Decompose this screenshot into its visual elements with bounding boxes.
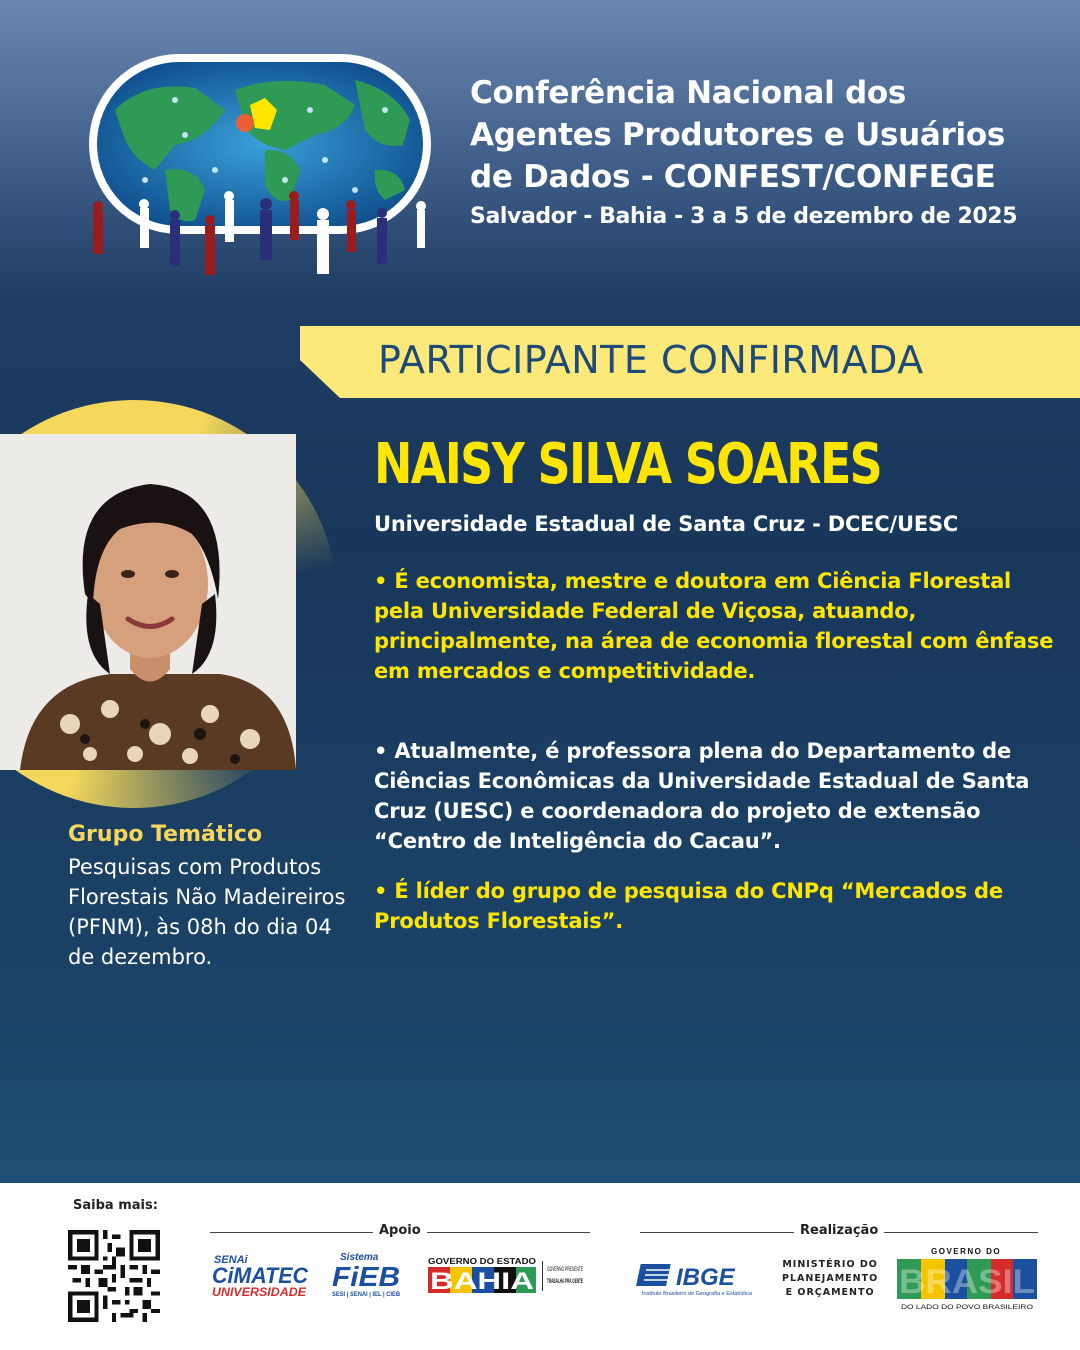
fieb-text: FiEB [332,1261,400,1292]
saiba-mais-label: Saiba mais: [73,1198,158,1213]
portrait-illustration [0,434,296,770]
qr-code-icon[interactable] [68,1230,160,1322]
fieb-sub-text: SESI | SENAI | IEL | CIEB [332,1292,401,1298]
bio-paragraph-1: • É economista, mestre e doutora em Ciência Florestal pela Universidade Federal de Viçosa, atuando, principalmente, na área de economia florestal com ênfase em mercados e competitividade. [374,569,1054,683]
sistema-text: Sistema [340,1252,379,1263]
governo-brasil-logo[interactable] [895,1245,1040,1313]
universidade-text: UNIVERSIDADE [212,1287,307,1299]
gov-estado-text: GOVERNO DO ESTADO [428,1257,536,1266]
conference-location-date: Salvador - Bahia - 3 a 5 de dezembro de 2025 [470,204,1018,229]
conference-map-illustration [85,50,435,280]
bahia-text: BAHIA [430,1268,534,1295]
ibge-text: IBGE [676,1264,735,1291]
mpo-line-2: PLANEJAMENTO [782,1273,879,1284]
gov-brasil-top-text: GOVERNO DO [931,1247,1002,1256]
sistema-fieb-logo[interactable] [330,1250,404,1300]
cimatec-text: CiMATEC [212,1263,310,1288]
thematic-group-label: Grupo Temático [68,822,263,847]
title-line-3: de Dados - CONFEST/CONFEGE [470,159,996,195]
participant-photo-frame [0,400,338,808]
gov-presente-text: GOVERNO PRESENTE [547,1267,583,1273]
participant-photo [0,434,296,770]
thematic-group-text: Pesquisas com Produtos Florestais Não Madeireiros (PFNM), às 08h do dia 04 de dezembro. [68,855,346,969]
senai-cimatec-logo[interactable] [210,1250,310,1300]
ibge-logo[interactable] [640,1258,760,1298]
confirmed-banner-text: PARTICIPANTE CONFIRMADA [378,338,924,382]
senai-text: SENAi [214,1254,248,1266]
ministerio-planejamento-logo[interactable] [782,1258,878,1300]
mpo-line-1: MINISTÉRIO DO [782,1259,878,1270]
title-line-2: Agentes Produtores e Usuários [470,117,1005,153]
title-line-1: Conferência Nacional dos [470,75,907,111]
mpo-line-3: E ORÇAMENTO [785,1287,875,1298]
trabalha-text: TRABALHA PRA GENTE [547,1279,583,1285]
bio-paragraph-2: • Atualmente, é professora plena do Departamento de Ciências Econômicas da Universidade Estadual de Santa Cruz (UESC) e coordenadora do projeto de extensão “Centro de Inteligência do Cacau”. [374,739,1030,853]
gov-brasil-bottom-text: DO LADO DO POVO BRASILEIRO [901,1304,1033,1311]
apoio-label: Apoio [373,1223,427,1238]
governo-bahia-logo[interactable] [426,1255,586,1295]
realizacao-label: Realização [794,1223,884,1238]
brasil-text: BRASIL [899,1263,1035,1301]
bio-paragraph-3: • É líder do grupo de pesquisa do CNPq “Mercados de Produtos Florestais”. [374,879,1003,933]
participant-institution: Universidade Estadual de Santa Cruz - DCEC/UESC [374,512,959,536]
participant-name: NAISY SILVA SOARES [374,432,882,497]
conference-title [470,72,1050,198]
ibge-sub-text: Instituto Brasileiro de Geografia e Estatística [642,1291,753,1297]
